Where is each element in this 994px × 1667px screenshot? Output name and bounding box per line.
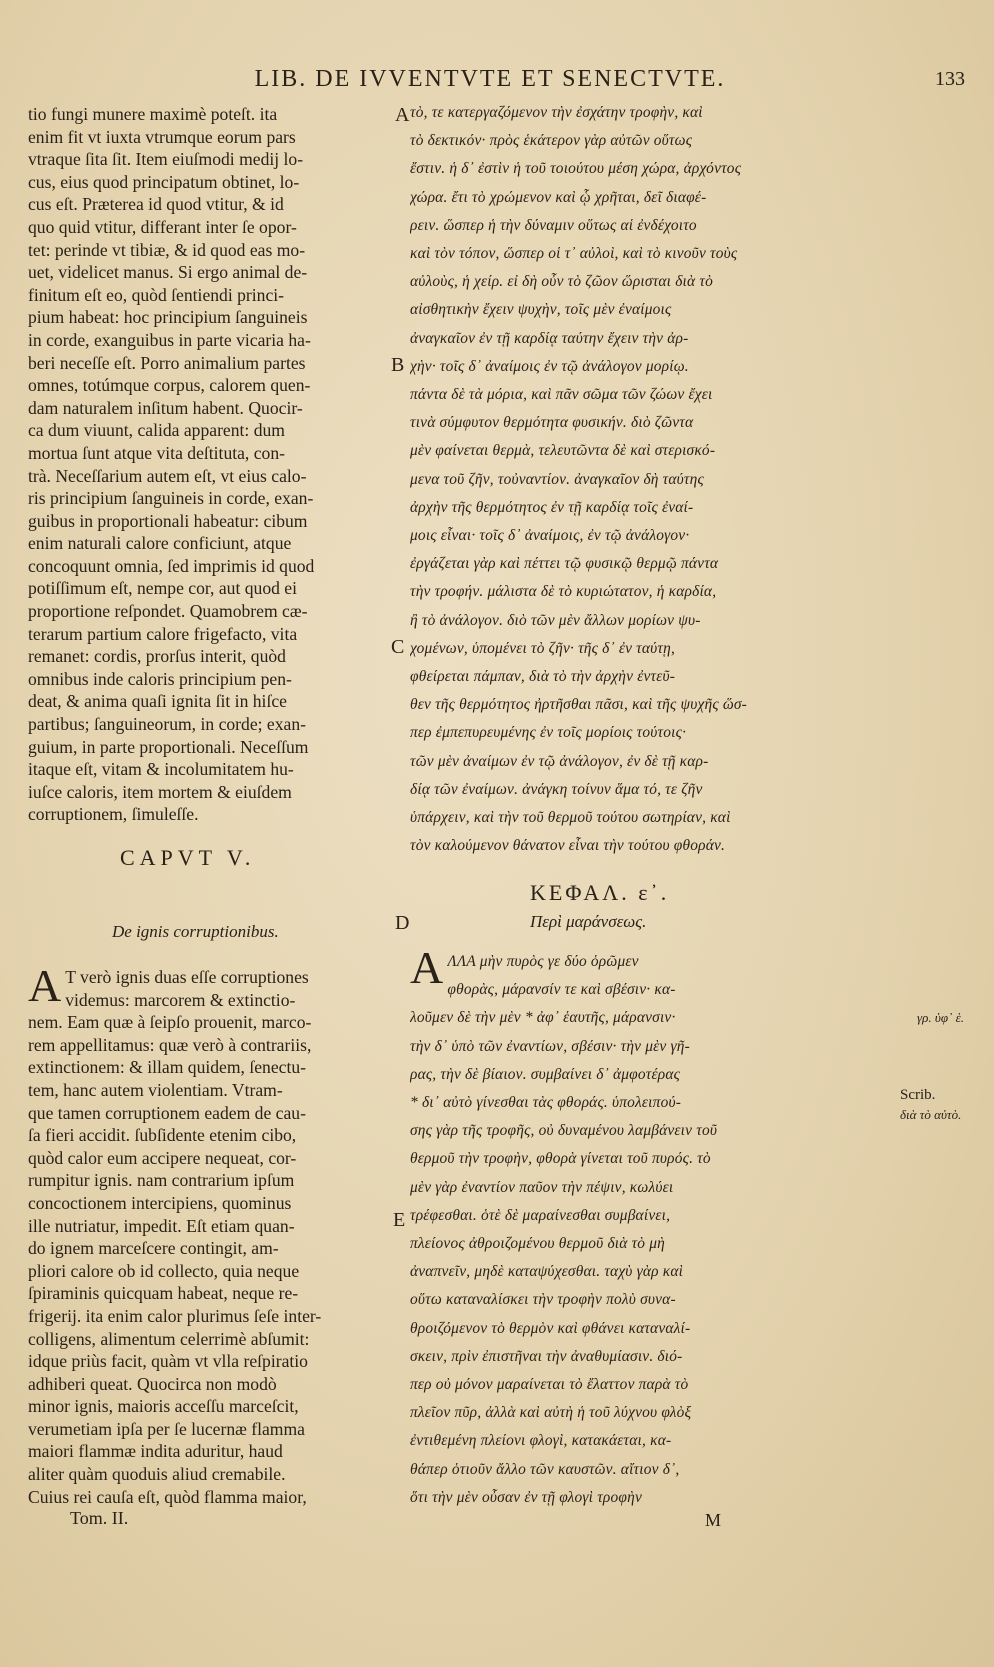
text-line: trà. Neceſſarium autem eſt, vt eius calo- [28,465,307,486]
side-marker-c: C [391,636,405,658]
text-line: pium habeat: hoc principium ſanguineis [28,307,308,328]
greek-chapter-heading: ΚΕΦΑΛ. ε᾽. [530,880,670,905]
text-line: uet, videlicet manus. Si ergo animal de- [28,262,308,283]
text-line: τρέφεσθαι. ὁτὲ δὲ μαραίνεσθαι συμβαίνει, [410,1206,671,1224]
text-line: tet: perinde vt tibiæ, & id quod eas mo- [28,239,306,260]
text-line: nem. Eam quæ à ſeipſo prouenit, marco- [28,1012,312,1033]
text-line: μὲν φαίνεται θερμὰ, τελευτῶντα δὲ καὶ στερισκό- [410,442,716,460]
text-line: ἐργάζεται γὰρ καὶ πέττει τῷ φυσικῷ θερμῷ πάντα [410,555,719,573]
text-line: καὶ τὸν τόπον, ὥσπερ οἱ τ᾽ αὐλοὶ, καὶ τὸ κινοῦν τοὺς [410,245,738,263]
text-line: τὴν τροφήν. μάλιστα δὲ τὸ κυριώτατον, ἡ καρδία, [410,583,717,601]
text-line: in corde, exanguibus in parte vicaria ha- [28,329,311,350]
text-line: do ignem marceſcere contingit, am- [28,1238,279,1259]
text-line: τῶν μὲν ἀναίμων ἐν τῷ ἀνάλογον, ἐν δὲ τῇ καρ- [410,752,709,770]
latin-chapter-subtitle: De ignis corruptionibus. [112,922,279,941]
text-line: idque priùs facit, quàm vt vlla reſpiratio [28,1351,308,1372]
text-line: enim fit vt iuxta vtrumque eorum pars [28,126,296,147]
text-line: ille nutriatur, impedit. Eſt etiam quan- [28,1215,295,1236]
text-line: τὴν δ᾽ ὑπὸ τῶν ἐναντίων, σβέσιν· τὴν μὲν γῆ- [410,1037,690,1055]
text-line: que tamen corruptionem eadem de cau- [28,1102,306,1123]
greek-chapter-subtitle: Περὶ μαράνσεως. [530,912,647,931]
text-line: περ ἐμπεπυρευμένης ἐν τοῖς μορίοις τούτοις· [410,724,687,742]
text-line: minor ignis, maioris acceſſu marceſcit, [28,1396,299,1417]
text-line: terarum partium calore frigefacto, vita [28,623,298,644]
text-line: φθείρεται πάμπαν, διὰ τὸ τὴν ἀρχὴν ἐντεῦ- [410,668,676,686]
margin-note-reading: διὰ τὸ αὐτὸ. [900,1107,962,1122]
text-line: λοῦμεν δὲ τὴν μὲν * ἀφ᾽ ἑαυτῆς, μάρανσιν· [410,1009,676,1027]
greek-dropcap: Α [410,942,444,993]
text-line: οὕτω καταναλίσκει τὴν τροφὴν πολὺ συνα- [410,1291,676,1309]
text-line: rumpitur ignis. nam contrarium ipſum [28,1170,295,1191]
latin-dropcap: A [28,960,62,1011]
text-line: tem, hanc autem violentiam. Vtram- [28,1079,283,1100]
text-line: iuſce caloris, item mortem & eiuſdem [28,781,292,802]
text-line: θροιζόμενον τὸ θερμὸν καὶ φθάνει καταναλί- [410,1319,691,1337]
latin-column-top [28,103,390,826]
text-line: dam naturalem inſitum habent. Quocir- [28,397,303,418]
text-line: deat, & anima quaſi ignita ſit in hiſce [28,691,287,712]
text-line: χὴν· τοῖς δ᾽ ἀναίμοις ἐν τῷ ἀνάλογον μορίῳ. [410,357,689,375]
text-line: δίᾳ τῶν ἐναίμων. ἀνάγκη τοίνυν ἅμα τό, τε ζῆν [410,780,703,798]
text-line: θάπερ ὁτιοῦν ἄλλο τῶν καυστῶν. αἴτιον δ᾽, [410,1460,680,1478]
text-line: extinctionem: & illam quidem, ſenectu- [28,1057,307,1078]
text-line: ἢ τὸ ἀνάλογον. διὸ τῶν μὲν ἄλλων μορίων ψυ- [410,611,701,629]
text-line: tio fungi munere maximè poteſt. ita [28,104,278,124]
text-line: mortua ſunt atque vita deſtituta, con- [28,442,285,463]
text-line: itaque eſt, vitam & incolumitatem hu- [28,759,294,780]
text-line: ris principium ſanguineis in corde, exan- [28,488,314,509]
text-line: σης γὰρ τῆς τροφῆς, οὐ δυναμένου λαμβάνειν τοῦ [410,1122,718,1140]
text-line: θεν τῆς θερμότητος ἠρτῆσθαι πᾶσι, καὶ τῆς ψυχῆς ὥσ- [410,696,748,714]
text-line: ἀναπνεῖν, μηδὲ καταψύχεσθαι. ταχὺ γὰρ καὶ [410,1263,684,1281]
text-line: θερμοῦ τὴν τροφὴν, φθορὰ γίνεται τοῦ πυρός. τὸ [410,1150,711,1168]
text-line: τὸ δεκτικόν· πρὸς ἑκάτερον γὰρ αὐτῶν οὕτως [410,132,693,150]
signature-mark: M [705,1510,722,1530]
text-line: vtraque ſita ſit. Item eiuſmodi medij lo- [28,149,304,170]
text-line: omnes, totúmque corpus, calorem quen- [28,375,311,396]
text-line: omnibus inde caloris principium pen- [28,668,292,689]
text-line: ἀρχὴν τῆς θερμότητος ἐν τῇ καρδίᾳ τοῖς ἐναί- [410,498,694,516]
text-line: μοις εἶναι· τοῖς δ᾽ ἀναίμοις, ἐν τῷ ἀνάλογον· [410,527,690,545]
greek-first-line: ΛΛΑ μὴν πυρὸς γε δύο ὁρῶμεν [447,953,639,970]
text-line: enim naturali calore conficiunt, atque [28,533,292,554]
text-line: τὸν καλούμενον θάνατον εἶναι τὴν τούτου φθοράν. [410,837,726,855]
text-line: σκειν, πρὶν ἐπιστῆναι τὴν ἀναθυμίασιν. διό- [410,1347,683,1365]
text-line: guium, in parte proportionali. Neceſſum [28,736,309,757]
running-title: LIB. DE IVVENTVTE ET SENECTVTE. [254,66,726,92]
text-line: ἔστιν. ἡ δ᾽ ἐστὶν ἡ τοῦ τοιούτου μέση χώρα, ἀρχόντος [410,160,742,178]
side-marker-b: B [391,354,405,376]
text-line: colligens, alimentum celerrimè abſumit: [28,1328,310,1349]
greek-column-top [410,99,815,860]
text-line: ὅτι τὴν μὲν οὖσαν ἐν τῇ φλογὶ τροφὴν [410,1488,642,1506]
text-line: αὐλοὺς, ἡ χείρ. εἰ δὴ οὖν τὸ ζῶον ὥρισται διὰ τὸ [410,273,713,291]
text-line: πλείονος ἀθροιζομένου θερμοῦ διὰ τὸ μὴ [410,1235,666,1253]
text-line: cus eſt. Præterea id quod vtitur, & id [28,194,284,215]
text-line: * δι᾽ αὐτὸ γίνεσθαι τὰς φθοράς. ὑπολειπού- [410,1094,682,1112]
text-line: concoquunt omnia, ſed imprimis id quod [28,555,315,576]
text-line: ἐντιθεμένη πλείονι φλογὶ, κατακάεται, κα- [410,1432,672,1450]
latin-chapter-heading: CAPVT V. [120,845,256,870]
text-line: ἀναγκαῖον ἐν τῇ καρδίᾳ ταύτην ἔχειν τὴν ἀρ- [410,329,689,347]
text-line: remanet: cordis, prorſus interit, quòd [28,646,286,667]
text-line: ſa fieri accidit. ſubſidente etenim cibo, [28,1125,297,1146]
greek-first-line: φθορὰς, μάρανσίν τε καὶ σβέσιν· κα- [447,981,676,999]
text-line: ὑπάρχειν, καὶ τὴν τοῦ θερμοῦ τούτου σωτηρίαν, καὶ [410,809,731,827]
text-line: quòd calor eum accipere nequeat, cor- [28,1147,297,1168]
text-line: beri neceſſe eſt. Porro animalium partes [28,352,306,373]
text-line: μενα τοῦ ζῆν, τοὐναντίον. ἀναγκαῖον δὴ ταύτης [410,470,704,488]
text-line: ſpiraminis quicquam habeat, neque re- [28,1283,299,1304]
text-line: concoctionem intercipiens, quominus [28,1192,292,1213]
text-line: verumetiam ipſa per ſe lucernæ flamma [28,1418,305,1439]
text-line: ca dum viuunt, calida apparent: dum [28,420,285,441]
text-line: τὸ, τε κατεργαζόμενον τὴν ἐσχάτην τροφὴν, καὶ [410,104,703,121]
text-line: πάντα δὲ τὰ μόρια, καὶ πᾶν σῶμα τῶν ζώων ἔχει [410,386,713,404]
text-line: μὲν γὰρ ἐναντίον παῦον τὴν πέψιν, κωλύει [410,1178,674,1196]
text-line: τινὰ σύμφυτον θερμότητα φυσικήν. διὸ ζῶντα [410,414,694,432]
text-line: finitum eſt eo, quòd ſentiendi princi- [28,284,285,305]
text-line: cus, eius quod principatum obtinet, lo- [28,171,300,192]
text-line: aliter quàm quoduis aliud cremabile. [28,1464,286,1485]
text-line: χομένων, ὑπομένει τὸ ζῆν· τῆς δ᾽ ἐν ταύτῃ, [410,639,676,657]
text-line: ρας, τὴν δὲ βίαιον. συμβαίνει δ᾽ ἀμφοτέρας [410,1065,681,1083]
side-marker-a: A [395,104,410,126]
margin-note-scrib: Scrib. [900,1087,936,1103]
text-line: maiori flammæ indita aduritur, haud [28,1441,283,1462]
text-line: quo quid vtitur, differant inter ſe opor- [28,216,297,237]
text-line: proportione reſpondet. Quamobrem cæ- [28,601,308,622]
greek-chapter-body [410,942,815,1512]
text-line: guibus in proportionali habeatur: cibum [28,510,308,531]
latin-chapter-body [28,960,390,1508]
text-line: adhiberi queat. Quocirca non modò [28,1373,277,1394]
text-line: partibus; ſanguineorum, in corde; exan- [28,714,306,735]
text-line: pliori calore ob id collecto, quia neque [28,1260,300,1281]
latin-first-line: T verò ignis duas eſſe corruptiones [65,967,309,987]
side-marker-e: E [393,1209,406,1231]
text-line: rem appellitamus: quæ verò à contrariis, [28,1034,312,1055]
margin-note-variant: γρ. ὑφ᾽ ἑ. [917,1010,964,1025]
text-line: ρειν. ὥσπερ ἡ τὴν δύναμιν οὕτως αἱ ἐνδέχοιτο [410,216,697,234]
text-line: corruptionem, ſimuleſſe. [28,804,199,825]
text-line: potiſſimum eſt, nempe cor, aut quod ei [28,578,298,599]
text-line: Cuius rei cauſa eſt, quòd flamma maior, [28,1486,307,1507]
volume-label: Tom. II. [70,1508,129,1528]
text-line: περ οὐ μόνον μαραίνεται τὸ ἔλαττον παρὰ τὸ [410,1376,689,1394]
page-number: 133 [935,68,965,90]
side-marker-d: D [395,912,410,934]
text-line: frigerij. ita enim calor plurimus ſeſe inter- [28,1305,322,1326]
text-line: χώρα. ἔτι τὸ χρώμενον καὶ ᾧ χρῆται, δεῖ διαφέ- [410,188,707,206]
latin-first-line: videmus: marcorem & extinctio- [65,989,296,1010]
text-line: αἰσθητικὴν ἔχειν ψυχὴν, τοῖς μὲν ἐναίμοις [410,301,672,319]
text-line: πλεῖον πῦρ, ἀλλὰ καὶ αὐτὴ ἡ τοῦ λύχνου φλὸξ [410,1404,692,1422]
